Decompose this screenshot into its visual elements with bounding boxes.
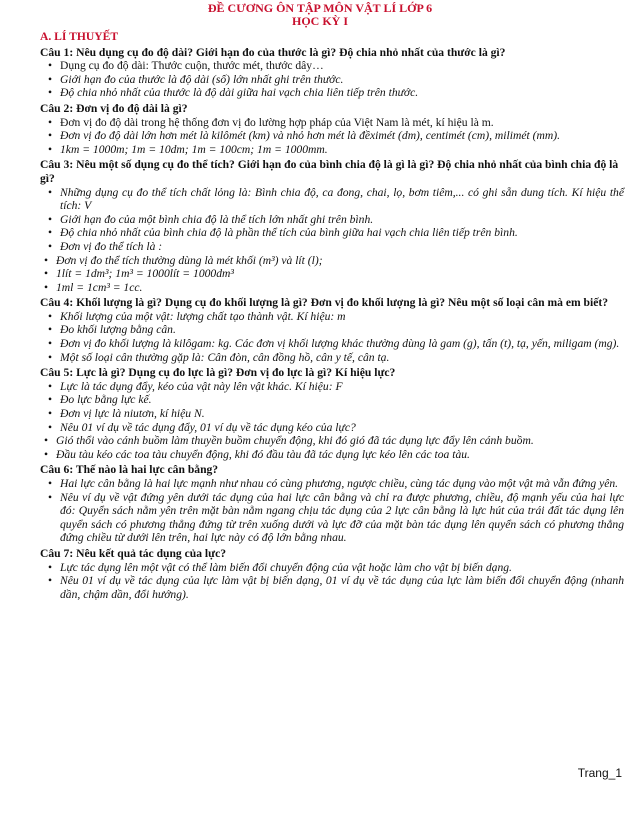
document-body: [40, 30, 624, 601]
sub-answer-list: [40, 434, 624, 461]
sub-list-item: • 1ml = 1cm³ = 1cc.: [56, 281, 624, 295]
answer-list: [40, 477, 624, 545]
list-item: • Giới hạn đo của thước là độ dài (số) lớn nhất ghi trên thước.: [60, 73, 624, 87]
question-heading: Câu 5: Lực là gì? Dụng cụ đo lực là gì? Đơn vị đo lực là gì? Kí hiệu lực?: [40, 366, 396, 380]
sub-list-item: • Đầu tàu kéo các toa tàu chuyển động, khi đó đầu tàu đã tác dụng lực kéo lên các toa tàu.: [56, 448, 624, 462]
section-heading: A. LÍ THUYẾT: [40, 30, 119, 43]
list-item: • Khối lượng của một vật: lượng chất tạo thành vật. Kí hiệu: m: [60, 310, 624, 324]
answer-list: [40, 116, 624, 157]
list-item: • Nêu ví dụ về vật đứng yên dưới tác dụng của hai lực cân bằng và chỉ ra được phương, chiều, độ mạnh yếu của hai lực đó: Quyển sách nằm yên trên mặt bàn nằm ngang chịu tác dụng của 2 lực cân bằng là lực hút của trái đất tác dụng lên quyển sách có phương thẳng đứng từ trên xuống dưới và lực đỡ của mặt bàn tác dụng lên quyển sách có phương thẳng đứng chiều từ dưới lên trên, hai lực này có độ lớn bằng nhau.: [60, 491, 624, 545]
list-item: • Một số loại cân thường gặp là: Cân đòn, cân đồng hồ, cân y tế, cân tạ.: [60, 351, 624, 365]
list-item: • Đơn vị đo khối lượng là kilôgam: kg. Các đơn vị khối lượng khác thường dùng là gam (g), tấn (t), tạ, yến, miligam (mg).: [60, 337, 624, 351]
list-item: • Độ chia nhỏ nhất của bình chia độ là phần thể tích của bình giữa hai vạch chia liên tiếp trên bình.: [60, 226, 624, 240]
answer-list: [40, 310, 624, 364]
question-heading: Câu 7: Nêu kết quả tác dụng của lực?: [40, 546, 227, 560]
list-item: • Dụng cụ đo độ dài: Thước cuộn, thước mét, thước dây…: [60, 59, 624, 73]
page-number: Trang_1: [577, 766, 622, 780]
answer-list: [40, 186, 624, 254]
question-heading: Câu 3: Nêu một số dụng cụ đo thể tích? Giới hạn đo của bình chia độ là gì là gì? Độ chia nhỏ nhất của bình chia độ là gì?: [40, 158, 619, 185]
list-item: • Đo lực bằng lực kế.: [60, 393, 624, 407]
list-item: • Những dụng cụ đo thể tích chất lỏng là: Bình chia độ, ca đong, chai, lọ, bơm tiêm,... có ghi sẵn dung tích. Kí hiệu thể tích: V: [60, 186, 624, 213]
list-item: • Đơn vị đo thể tích là :: [60, 240, 624, 254]
question-heading: Câu 2: Đơn vị đo độ dài là gì?: [40, 101, 188, 115]
sub-list-item: • 1lít = 1dm³; 1m³ = 1000lít = 1000dm³: [56, 267, 624, 281]
list-item: • 1km = 1000m; 1m = 10dm; 1m = 100cm; 1m = 1000mm.: [60, 143, 624, 157]
sub-list-item: • Đơn vị đo thể tích thường dùng là mét khối (m³) và lít (l);: [56, 254, 624, 268]
answer-list: [40, 380, 624, 434]
list-item: • Đơn vị lực là niutơn, kí hiệu N.: [60, 407, 624, 421]
list-item: • Đo khối lượng bằng cân.: [60, 323, 624, 337]
sub-answer-list: [40, 254, 624, 295]
list-item: • Độ chia nhỏ nhất của thước là độ dài giữa hai vạch chia liên tiếp trên thước.: [60, 86, 624, 100]
sub-list-item: • Gió thổi vào cánh buồm làm thuyền buồm chuyển động, khi đó gió đã tác dụng lực đẩy lên cánh buồm.: [56, 434, 624, 448]
list-item: • Lực là tác dụng đẩy, kéo của vật này lên vật khác. Kí hiệu: F: [60, 380, 624, 394]
list-item: • Đơn vị đo độ dài lớn hơn mét là kilômét (km) và nhỏ hơn mét là đềximét (dm), centimét (cm), milimét (mm).: [60, 129, 624, 143]
question-heading: Câu 6: Thế nào là hai lực cân bằng?: [40, 463, 219, 477]
answer-list: [40, 561, 624, 602]
list-item: • Nêu 01 ví dụ về tác dụng của lực làm vật bị biến dạng, 01 ví dụ về tác dụng của lực làm biến đổi chuyển động (nhanh dần, chậm dần, đổi hướng).: [60, 574, 624, 601]
document-subtitle: HỌC KỲ I: [291, 14, 348, 28]
answer-list: [40, 59, 624, 100]
list-item: • Hai lực cân bằng là hai lực mạnh như nhau có cùng phương, ngược chiều, cùng tác dụng vào một vật mà vẫn đứng yên.: [60, 477, 624, 491]
list-item: • Giới hạn đo của một bình chia độ là thể tích lớn nhất ghi trên bình.: [60, 213, 624, 227]
question-heading: Câu 1: Nêu dụng cụ đo độ dài? Giới hạn đo của thước là gì? Độ chia nhỏ nhất của thước là gì?: [40, 45, 506, 59]
question-heading: Câu 4: Khối lượng là gì? Dụng cụ đo khối lượng là gì? Đơn vị đo khối lượng là gì? Nêu một số loại cân mà em biết?: [40, 296, 609, 310]
list-item: • Nêu 01 ví dụ về tác dụng đẩy, 01 ví dụ về tác dụng kéo của lực?: [60, 421, 624, 435]
list-item: • Đơn vị đo độ dài trong hệ thống đơn vị đo lường hợp pháp của Việt Nam là mét, kí hiệu là m.: [60, 116, 624, 130]
list-item: • Lực tác dụng lên một vật có thể làm biến đổi chuyển động của vật hoặc làm cho vật bị biến dạng.: [60, 561, 624, 575]
document-title: ĐỀ CƯƠNG ÔN TẬP MÔN VẬT LÍ LỚP 6: [207, 1, 433, 15]
